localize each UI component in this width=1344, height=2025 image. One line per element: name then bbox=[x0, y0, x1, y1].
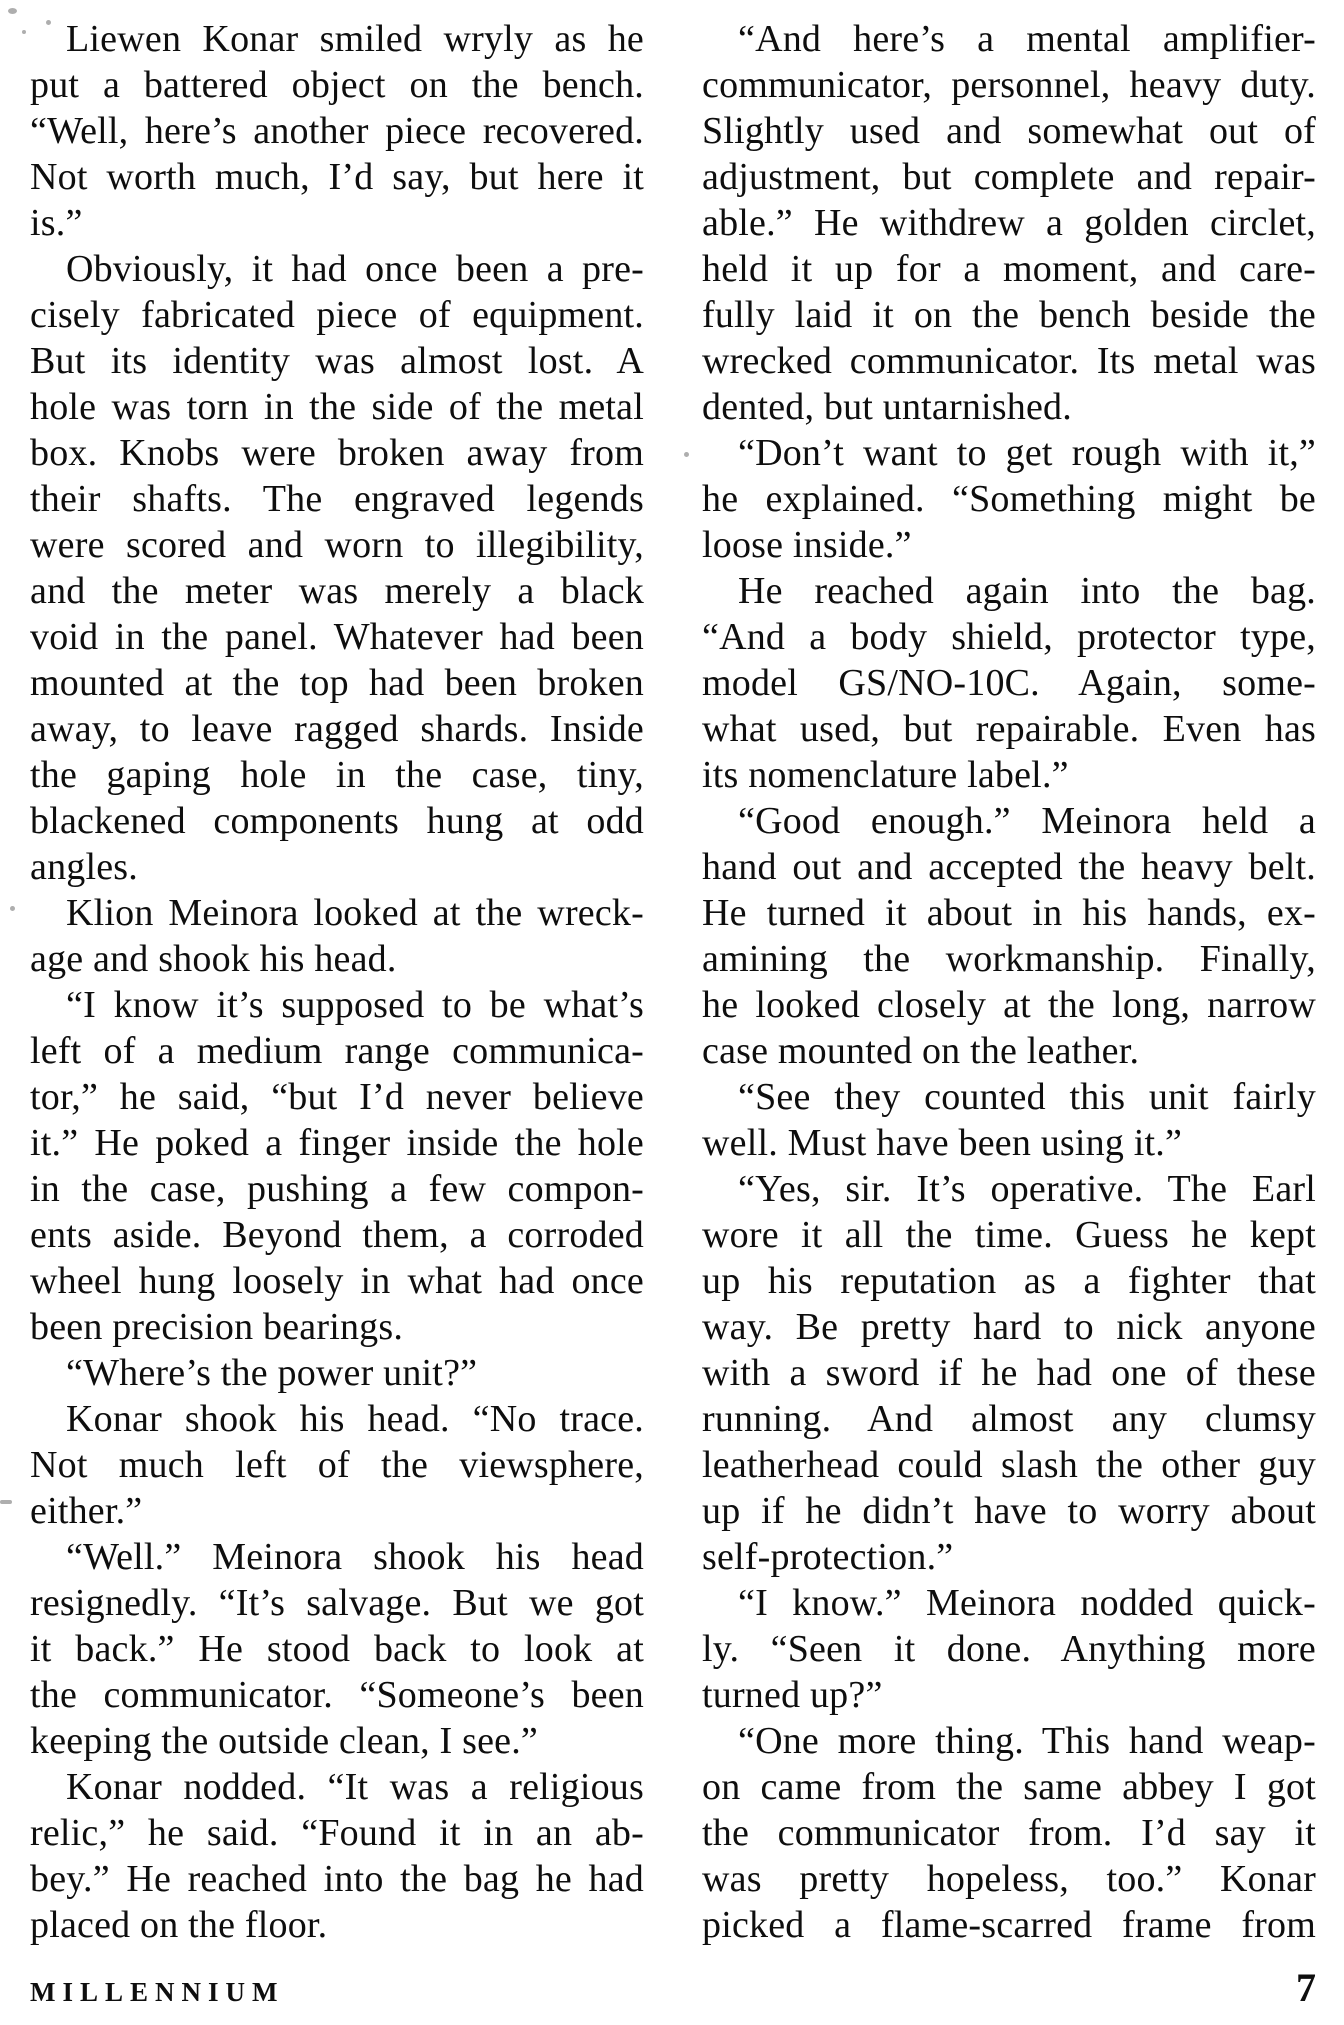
paragraph bbox=[702, 1718, 1316, 1948]
text-line: hole was torn in the side of the metal bbox=[30, 386, 644, 428]
text-line: loose inside.” bbox=[702, 524, 912, 566]
text-line: up his reputation as a fighter that bbox=[702, 1260, 1316, 1302]
text-line: Slightly used and somewhat out of bbox=[702, 110, 1316, 152]
text-line: blackened components hung at odd bbox=[30, 800, 644, 842]
text-line: angles. bbox=[30, 846, 138, 888]
text-line: wore it all the time. Guess he kept bbox=[702, 1214, 1316, 1256]
text-line: dented, but untarnished. bbox=[702, 386, 1072, 428]
text-line: the communicator from. I’d say it bbox=[702, 1812, 1316, 1854]
text-line: ents aside. Beyond them, a corroded bbox=[30, 1214, 644, 1256]
text-line: keeping the outside clean, I see.” bbox=[30, 1720, 538, 1762]
text-line: “And here’s a mental amplifier- bbox=[738, 18, 1316, 60]
running-title: MILLENNIUM bbox=[30, 1977, 285, 2007]
text-line: “I know it’s supposed to be what’s bbox=[66, 984, 644, 1026]
text-line: mounted at the top had been broken bbox=[30, 662, 644, 704]
paragraph bbox=[702, 16, 1316, 430]
paragraph bbox=[702, 1580, 1316, 1718]
text-line: case mounted on the leather. bbox=[702, 1030, 1140, 1072]
text-line: amining the workmanship. Finally, bbox=[702, 938, 1316, 980]
text-line: But its identity was almost lost. A bbox=[30, 340, 644, 382]
text-line: the communicator. “Someone’s been bbox=[30, 1674, 644, 1716]
text-line: bey.” He reached into the bag he had bbox=[30, 1858, 644, 1900]
text-line: “Where’s the power unit?” bbox=[66, 1352, 478, 1394]
paragraph bbox=[30, 982, 644, 1350]
text-line: Not worth much, I’d say, but here it bbox=[30, 156, 644, 198]
text-line: he explained. “Something might be bbox=[702, 478, 1316, 520]
text-line: turned up?” bbox=[702, 1674, 883, 1716]
page-footer bbox=[30, 1964, 1316, 2011]
text-line: “Don’t want to get rough with it,” bbox=[738, 432, 1316, 474]
text-line: it back.” He stood back to look at bbox=[30, 1628, 644, 1670]
paragraph bbox=[30, 1350, 644, 1396]
text-line: picked a flame-scarred frame from bbox=[702, 1904, 1316, 1946]
text-line: self-protection.” bbox=[702, 1536, 954, 1578]
text-line: held it up for a moment, and care- bbox=[702, 248, 1316, 290]
scan-speck bbox=[684, 452, 689, 457]
text-line: either.” bbox=[30, 1490, 143, 1532]
text-line: away, to leave ragged shards. Inside bbox=[30, 708, 644, 750]
text-line: resignedly. “It’s salvage. But we got bbox=[30, 1582, 644, 1624]
text-line: the gaping hole in the case, tiny, bbox=[30, 754, 644, 796]
text-line: wheel hung loosely in what had once bbox=[30, 1260, 644, 1302]
text-line: “And a body shield, protector type, bbox=[702, 616, 1316, 658]
text-line: void in the panel. Whatever had been bbox=[30, 616, 644, 658]
scan-speck bbox=[10, 906, 15, 911]
scan-speck bbox=[22, 30, 26, 34]
text-line: Not much left of the viewsphere, bbox=[30, 1444, 644, 1486]
paragraph bbox=[30, 1534, 644, 1764]
text-line: “Good enough.” Meinora held a bbox=[738, 800, 1316, 842]
text-line: able.” He withdrew a golden circlet, bbox=[702, 202, 1316, 244]
text-line: in the case, pushing a few compon- bbox=[30, 1168, 644, 1210]
text-line: Konar nodded. “It was a religious bbox=[66, 1766, 644, 1808]
paragraph bbox=[30, 890, 644, 982]
text-line: Obviously, it had once been a pre- bbox=[66, 248, 644, 290]
scan-speck bbox=[0, 1500, 12, 1504]
text-line: age and shook his head. bbox=[30, 938, 397, 980]
text-line: Liewen Konar smiled wryly as he bbox=[66, 18, 644, 60]
text-line: is.” bbox=[30, 202, 83, 244]
text-line: Konar shook his head. “No trace. bbox=[66, 1398, 644, 1440]
text-line: “Yes, sir. It’s operative. The Earl bbox=[738, 1168, 1316, 1210]
paragraph bbox=[30, 16, 644, 246]
paragraph bbox=[30, 1396, 644, 1534]
scan-speck bbox=[8, 8, 17, 14]
text-line: its nomenclature label.” bbox=[702, 754, 1069, 796]
text-line: with a sword if he had one of these bbox=[702, 1352, 1316, 1394]
text-line: leatherhead could slash the other guy bbox=[702, 1444, 1316, 1486]
text-line: their shafts. The engraved legends bbox=[30, 478, 644, 520]
text-line: ly. “Seen it done. Anything more bbox=[702, 1628, 1316, 1670]
page-number: 7 bbox=[1296, 1965, 1316, 2010]
scan-speck bbox=[46, 20, 51, 25]
text-line: He turned it about in his hands, ex- bbox=[702, 892, 1316, 934]
text-line: and the meter was merely a black bbox=[30, 570, 644, 612]
text-line: what used, but repairable. Even has bbox=[702, 708, 1316, 750]
text-line: “Well, here’s another piece recovered. bbox=[30, 110, 644, 152]
text-line: communicator, personnel, heavy duty. bbox=[702, 64, 1316, 106]
text-line: it.” He poked a finger inside the hole bbox=[30, 1122, 644, 1164]
text-line: well. Must have been using it.” bbox=[702, 1122, 1183, 1164]
text-line: model GS/NO-10C. Again, some- bbox=[702, 662, 1316, 704]
text-line: was pretty hopeless, too.” Konar bbox=[702, 1858, 1316, 1900]
text-line: “One more thing. This hand weap- bbox=[738, 1720, 1316, 1762]
text-line: relic,” he said. “Found it in an ab- bbox=[30, 1812, 644, 1854]
paragraph bbox=[702, 1074, 1316, 1166]
text-line: been precision bearings. bbox=[30, 1306, 404, 1348]
right-column bbox=[702, 16, 1316, 1948]
text-line: fully laid it on the bench beside the bbox=[702, 294, 1316, 336]
text-line: “I know.” Meinora nodded quick- bbox=[738, 1582, 1316, 1624]
text-line: placed on the floor. bbox=[30, 1904, 328, 1946]
text-line: tor,” he said, “but I’d never believe bbox=[30, 1076, 644, 1118]
text-line: left of a medium range communica- bbox=[30, 1030, 644, 1072]
text-line: he looked closely at the long, narrow bbox=[702, 984, 1316, 1026]
text-line: hand out and accepted the heavy belt. bbox=[702, 846, 1316, 888]
text-line: He reached again into the bag. bbox=[738, 570, 1316, 612]
paragraph bbox=[30, 1764, 644, 1948]
text-line: running. And almost any clumsy bbox=[702, 1398, 1316, 1440]
text-line: up if he didn’t have to worry about bbox=[702, 1490, 1316, 1532]
text-line: “See they counted this unit fairly bbox=[738, 1076, 1316, 1118]
paragraph bbox=[702, 798, 1316, 1074]
text-line: way. Be pretty hard to nick anyone bbox=[702, 1306, 1316, 1348]
paragraph bbox=[702, 1166, 1316, 1580]
left-column bbox=[30, 16, 644, 1948]
text-line: on came from the same abbey I got bbox=[702, 1766, 1316, 1808]
text-line: Klion Meinora looked at the wreck- bbox=[66, 892, 644, 934]
paragraph bbox=[702, 430, 1316, 568]
text-line: box. Knobs were broken away from bbox=[30, 432, 644, 474]
paragraph bbox=[702, 568, 1316, 798]
text-line: “Well.” Meinora shook his head bbox=[66, 1536, 644, 1578]
paragraph bbox=[30, 246, 644, 890]
text-line: were scored and worn to illegibility, bbox=[30, 524, 644, 566]
text-line: cisely fabricated piece of equipment. bbox=[30, 294, 644, 336]
text-line: adjustment, but complete and repair- bbox=[702, 156, 1316, 198]
text-line: put a battered object on the bench. bbox=[30, 64, 644, 106]
text-line: wrecked communicator. Its metal was bbox=[702, 340, 1316, 382]
